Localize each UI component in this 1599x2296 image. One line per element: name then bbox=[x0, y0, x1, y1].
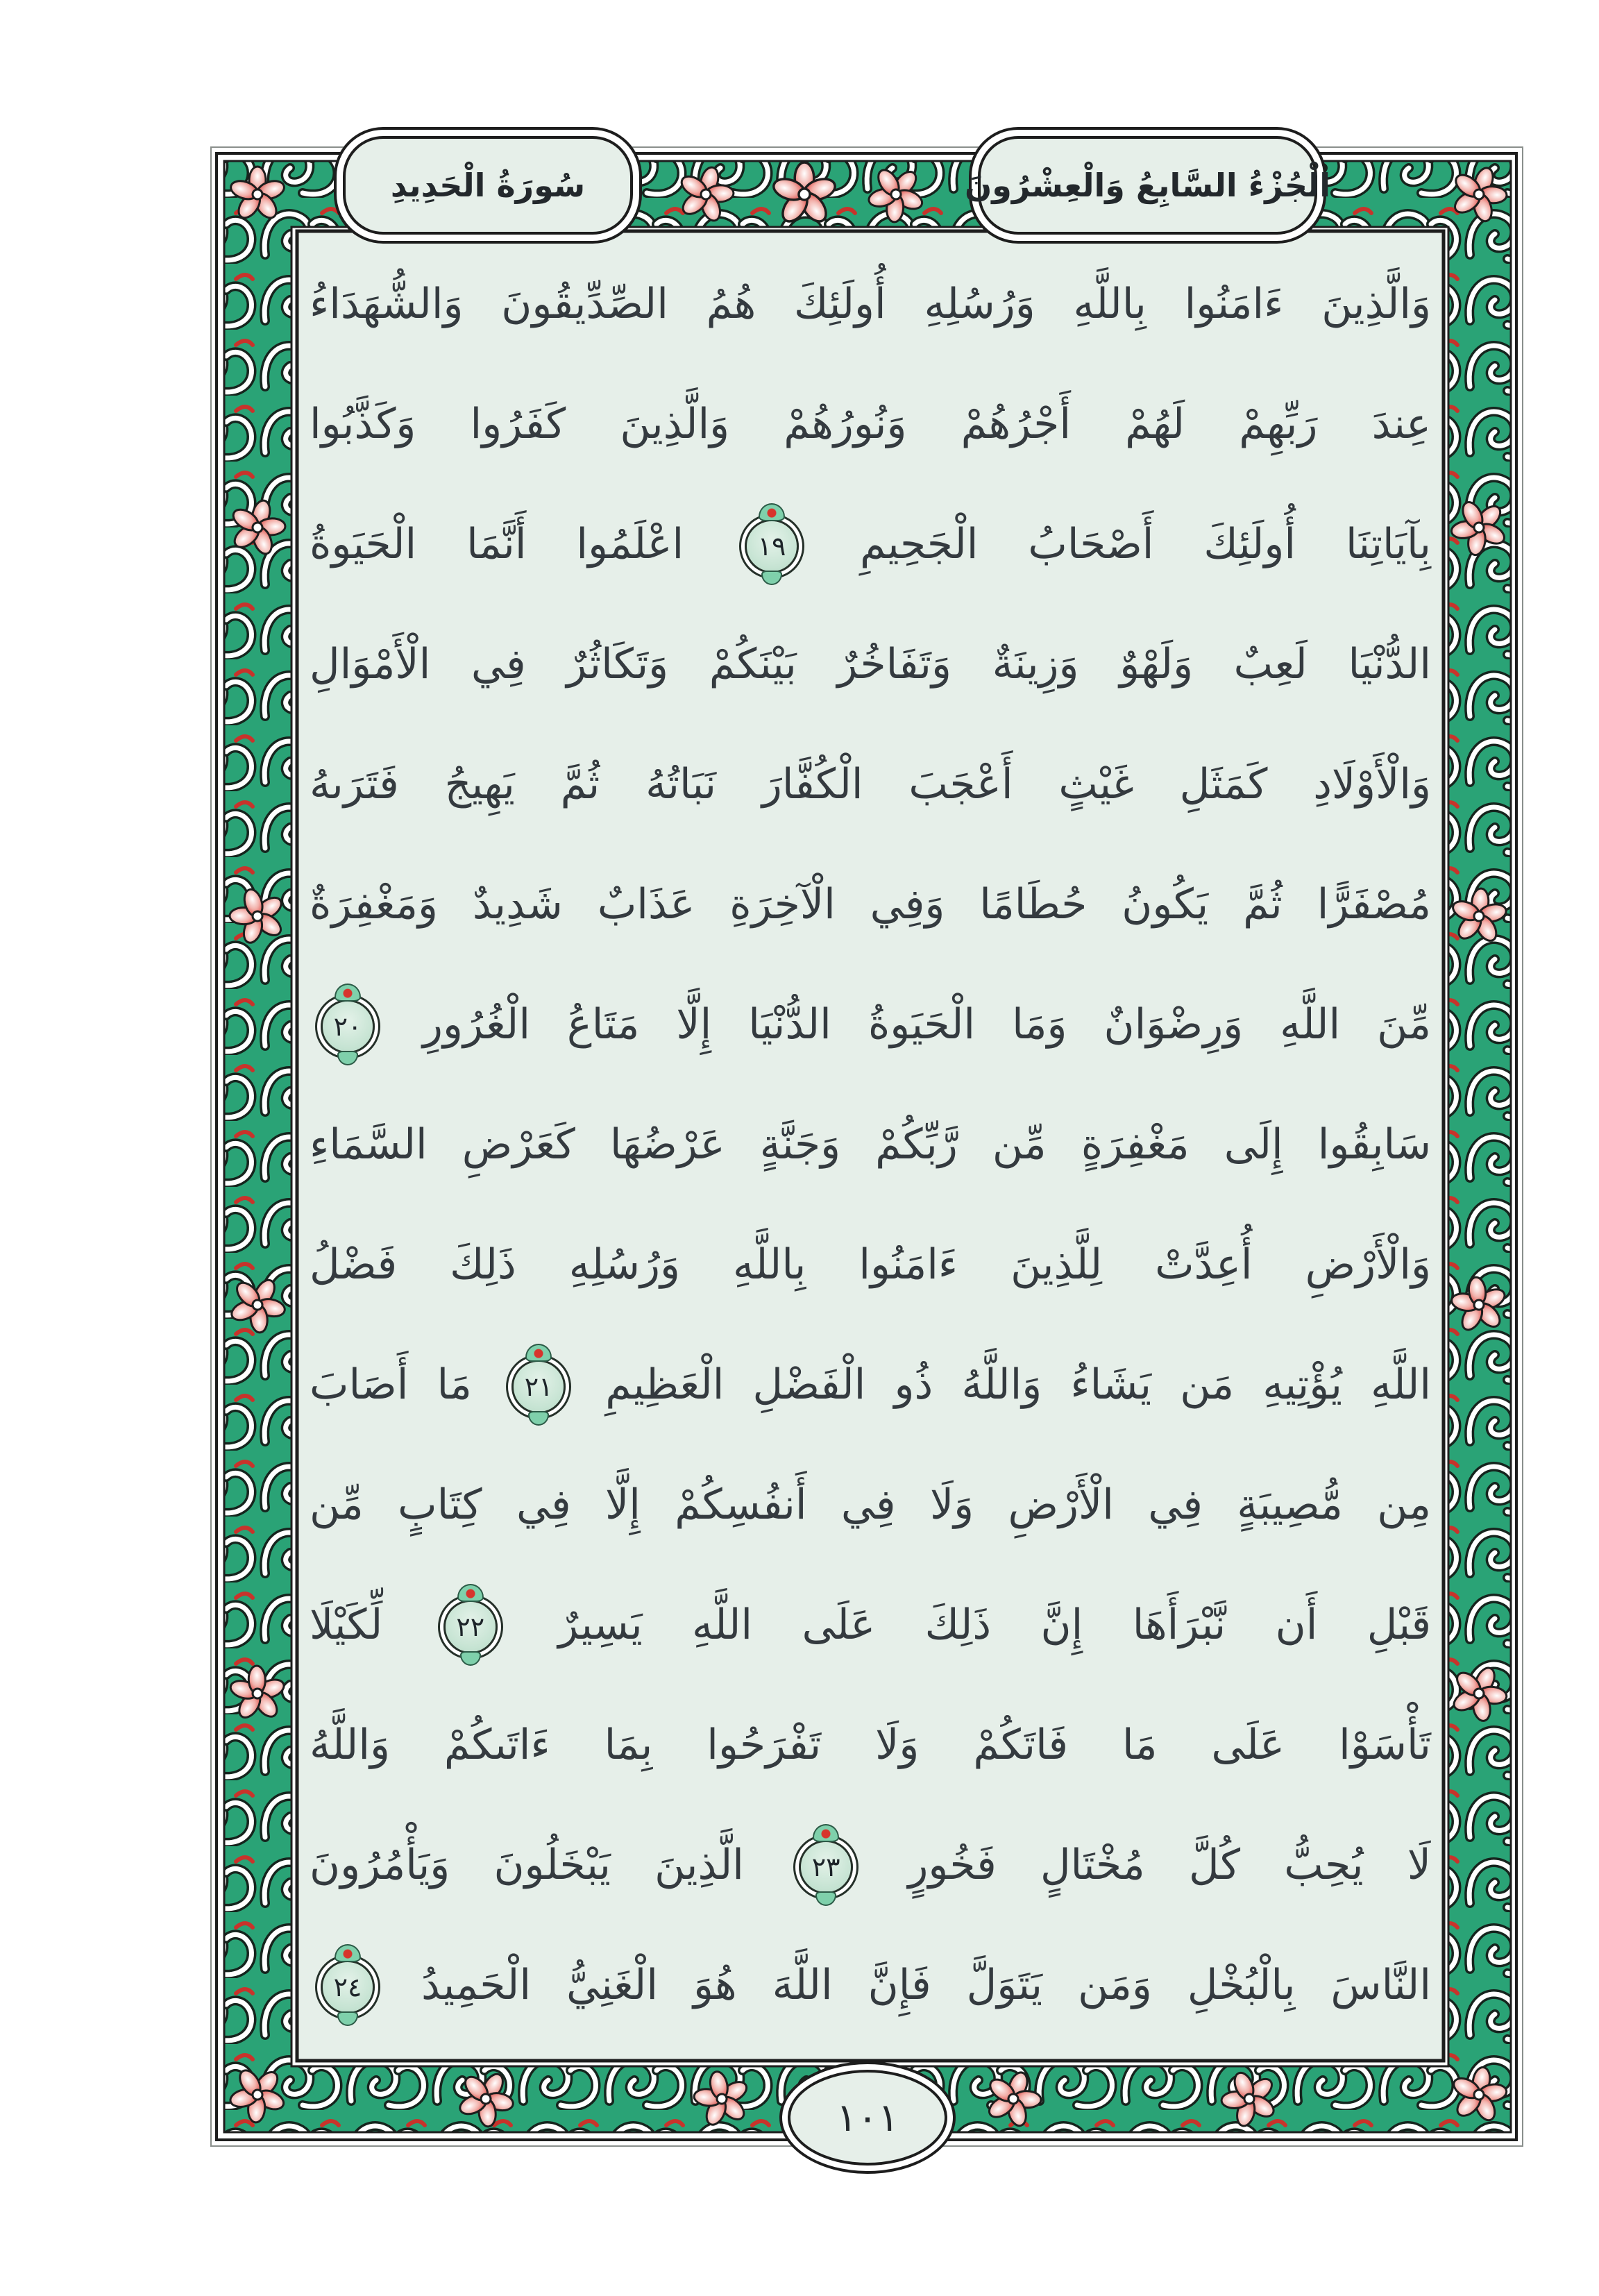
ayah-text: وَالَّذِينَ ءَامَنُوا بِاللَّهِ وَرُسُلِهِ أُولَئِكَ هُمُ الصِّدِّيقُونَ وَالشُّهَدَاءُ bbox=[310, 280, 1431, 328]
ayah-text: الَّذِينَ يَبْخَلُونَ وَيَأْمُرُونَ bbox=[310, 1841, 744, 1889]
ayah-marker: ٢١ bbox=[511, 1360, 566, 1414]
ayah-marker: ٢٢ bbox=[443, 1600, 498, 1654]
ayah-text: سَابِقُوا إِلَى مَغْفِرَةٍ مِّن رَّبِّكُمْ وَجَنَّةٍ عَرْضُهَا كَعَرْضِ السَّمَاءِ bbox=[310, 1120, 1431, 1169]
ayah-text: بِآيَاتِنَا أُولَئِكَ أَصْحَابُ الْجَحِيمِ bbox=[859, 520, 1431, 568]
ayah-marker: ٢٣ bbox=[799, 1840, 853, 1894]
ayah-text: الدُّنْيَا لَعِبٌ وَلَهْوٌ وَزِينَةٌ وَتَفَاخُرٌ بَيْنَكُمْ وَتَكَاثُرٌ فِي الْأَمْوَالِ bbox=[310, 640, 1431, 689]
quran-line bbox=[310, 1925, 1431, 2045]
page-number-cartouche bbox=[788, 2070, 947, 2166]
ayah-text: وَالْأَوْلَادِ كَمَثَلِ غَيْثٍ أَعْجَبَ الْكُفَّارَ نَبَاتُهُ ثُمَّ يَهِيجُ فَتَرَىهُ bbox=[310, 760, 1431, 809]
quran-line bbox=[310, 484, 1431, 605]
ayah-text: اعْلَمُوا أَنَّمَا الْحَيَوةُ bbox=[310, 520, 684, 568]
surah-title-label: سُورَةُ الْحَدِيدِ bbox=[390, 167, 586, 204]
quran-line bbox=[310, 1445, 1431, 1565]
quran-line bbox=[310, 1205, 1431, 1325]
ayah-text: مُصْفَرًّا ثُمَّ يَكُونُ حُطَامًا وَفِي الْآخِرَةِ عَذَابٌ شَدِيدٌ وَمَغْفِرَةٌ bbox=[310, 880, 1431, 929]
quran-line bbox=[310, 1805, 1431, 1925]
ayah-text: لِّكَيْلَا bbox=[310, 1601, 383, 1649]
quran-line bbox=[310, 1085, 1431, 1205]
quran-line bbox=[310, 725, 1431, 845]
quran-line bbox=[310, 965, 1431, 1085]
quran-line bbox=[310, 1565, 1431, 1685]
quran-text-panel bbox=[310, 244, 1431, 2048]
juz-header-cartouche bbox=[964, 136, 1331, 235]
ayah-text: مِن مُّصِيبَةٍ فِي الْأَرْضِ وَلَا فِي أَنفُسِكُمْ إِلَّا فِي كِتَابٍ مِّن bbox=[310, 1480, 1431, 1529]
surah-header-cartouche bbox=[343, 136, 633, 235]
quran-line bbox=[310, 364, 1431, 484]
ayah-text: وَالْأَرْضِ أُعِدَّتْ لِلَّذِينَ ءَامَنُوا بِاللَّهِ وَرُسُلِهِ ذَلِكَ فَضْلُ bbox=[310, 1240, 1431, 1289]
quran-line bbox=[310, 1685, 1431, 1805]
page-number: ١٠١ bbox=[836, 2095, 899, 2141]
ayah-marker: ٢٠ bbox=[321, 999, 375, 1054]
ayah-marker: ١٩ bbox=[745, 519, 799, 573]
ayah-text: تَأْسَوْا عَلَى مَا فَاتَكُمْ وَلَا تَفْرَحُوا بِمَا ءَاتَىكُمْ وَاللَّهُ bbox=[310, 1721, 1431, 1769]
juz-title-label: الْجُزْءُ السَّابِعُ وَالْعِشْرُونَ bbox=[964, 167, 1331, 204]
quran-line bbox=[310, 845, 1431, 965]
quran-line bbox=[310, 605, 1431, 725]
ayah-text: مِّنَ اللَّهِ وَرِضْوَانٌ وَمَا الْحَيَوةُ الدُّنْيَا إِلَّا مَتَاعُ الْغُرُورِ bbox=[423, 1000, 1431, 1049]
ayah-text: عِندَ رَبِّهِمْ لَهُمْ أَجْرُهُمْ وَنُورُهُمْ وَالَّذِينَ كَفَرُوا وَكَذَّبُوا bbox=[310, 400, 1431, 448]
ayah-text: النَّاسَ بِالْبُخْلِ وَمَن يَتَوَلَّ فَإِنَّ اللَّهَ هُوَ الْغَنِيُّ الْحَمِيدُ bbox=[421, 1961, 1431, 2009]
ayah-marker: ٢٤ bbox=[321, 1960, 375, 2014]
ayah-text: لَا يُحِبُّ كُلَّ مُخْتَالٍ فَخُورٍ bbox=[908, 1841, 1432, 1889]
ayah-text: مَا أَصَابَ bbox=[310, 1360, 472, 1409]
ayah-text: قَبْلِ أَن نَّبْرَأَهَا إِنَّ ذَلِكَ عَلَى اللَّهِ يَسِيرٌ bbox=[558, 1601, 1432, 1649]
quran-line bbox=[310, 1325, 1431, 1445]
ayah-text: اللَّهِ يُؤْتِيهِ مَن يَشَاءُ وَاللَّهُ ذُو الْفَضْلِ الْعَظِيمِ bbox=[605, 1360, 1432, 1409]
quran-line bbox=[310, 244, 1431, 364]
